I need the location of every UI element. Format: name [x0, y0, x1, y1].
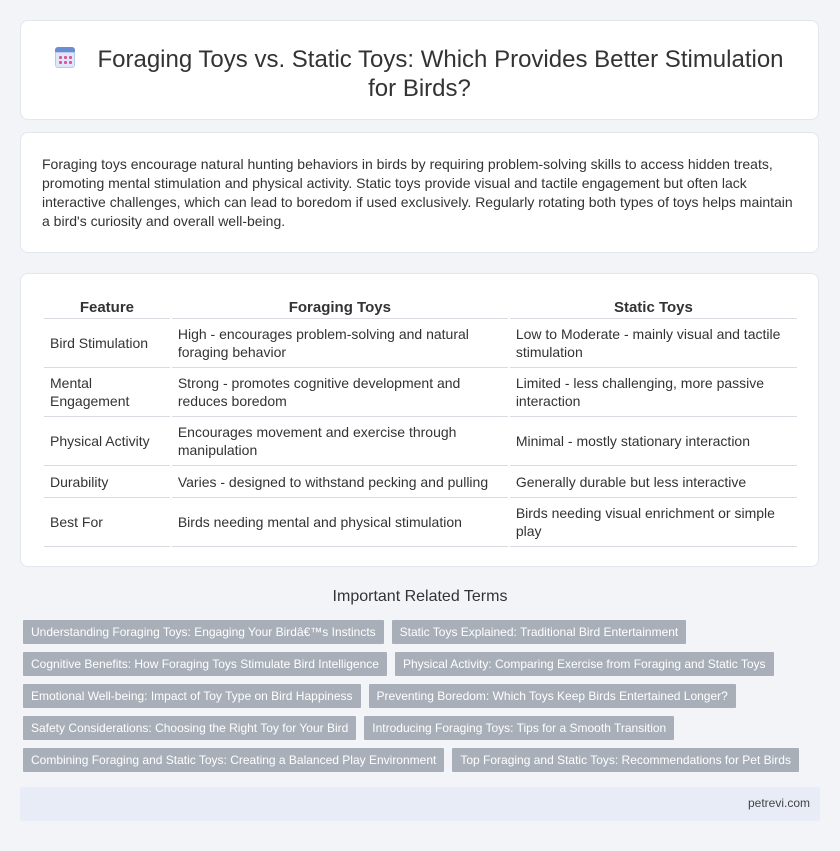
related-term-tag[interactable]: Top Foraging and Static Toys: Recommendations for Pet Birds — [452, 748, 799, 772]
footer-site-link[interactable]: petrevi.com — [747, 796, 810, 810]
table-cell: Best For — [44, 498, 170, 547]
table-cell: Durability — [44, 466, 170, 498]
header-feature: Feature — [44, 295, 170, 319]
table-row — [44, 319, 797, 368]
related-term-tag[interactable]: Physical Activity: Comparing Exercise from Foraging and Static Toys — [395, 652, 774, 676]
calendar-icon — [55, 47, 75, 69]
table-cell: Limited - less challenging, more passive interaction — [510, 368, 797, 417]
table-cell: Low to Moderate - mainly visual and tactile stimulation — [510, 319, 797, 368]
table-row — [44, 417, 797, 466]
related-term-tag[interactable]: Introducing Foraging Toys: Tips for a Smooth Transition — [364, 716, 674, 740]
table-header-row — [44, 295, 797, 319]
intro-paragraph: Foraging toys encourage natural hunting behaviors in birds by requiring problem-solving skills to access hidden treats, promoting mental stimulation and physical activity. Static toys provide visual and tactile engagement but often lack interactive challenges, which can lead to boredom if used exclusively. Regularly rotating both types of toys helps maintain a bird's curiosity and overall well-being. — [42, 156, 793, 229]
related-term-tag[interactable]: Safety Considerations: Choosing the Right Toy for Your Bird — [23, 716, 356, 740]
related-term-tag[interactable]: Emotional Well-being: Impact of Toy Type on Bird Happiness — [23, 684, 361, 708]
header-static-toys: Static Toys — [510, 295, 797, 319]
related-term-tag[interactable]: Combining Foraging and Static Toys: Creating a Balanced Play Environment — [23, 748, 444, 772]
title-card — [20, 20, 819, 120]
table-row — [44, 498, 797, 547]
table-cell: Bird Stimulation — [44, 319, 170, 368]
comparison-table — [42, 295, 799, 547]
table-cell: High - encourages problem-solving and natural foraging behavior — [172, 319, 508, 368]
comparison-table-card — [20, 273, 819, 567]
table-cell: Mental Engagement — [44, 368, 170, 417]
related-term-tag[interactable]: Static Toys Explained: Traditional Bird Entertainment — [392, 620, 687, 644]
related-terms-tags — [23, 620, 813, 780]
table-cell: Birds needing mental and physical stimulation — [172, 498, 508, 547]
table-cell: Minimal - mostly stationary interaction — [510, 417, 797, 466]
related-term-tag[interactable]: Cognitive Benefits: How Foraging Toys Stimulate Bird Intelligence — [23, 652, 387, 676]
table-cell: Varies - designed to withstand pecking and pulling — [172, 466, 508, 498]
table-cell: Generally durable but less interactive — [510, 466, 797, 498]
table-cell: Birds needing visual enrichment or simple play — [510, 498, 797, 547]
table-row — [44, 368, 797, 417]
related-terms-title: Important Related Terms — [332, 588, 508, 605]
footer — [20, 787, 820, 821]
header-foraging-toys: Foraging Toys — [172, 295, 508, 319]
page-title — [21, 45, 818, 103]
related-term-tag[interactable]: Understanding Foraging Toys: Engaging Your Birdâ€™s Instincts — [23, 620, 384, 644]
table-cell: Strong - promotes cognitive development and reduces boredom — [172, 368, 508, 417]
table-cell: Physical Activity — [44, 417, 170, 466]
table-row — [44, 466, 797, 498]
table-cell: Encourages movement and exercise through manipulation — [172, 417, 508, 466]
intro-card — [20, 132, 819, 253]
page-title-text: Foraging Toys vs. Static Toys: Which Provides Better Stimulation for Birds? — [97, 46, 784, 102]
related-term-tag[interactable]: Preventing Boredom: Which Toys Keep Birds Entertained Longer? — [369, 684, 736, 708]
